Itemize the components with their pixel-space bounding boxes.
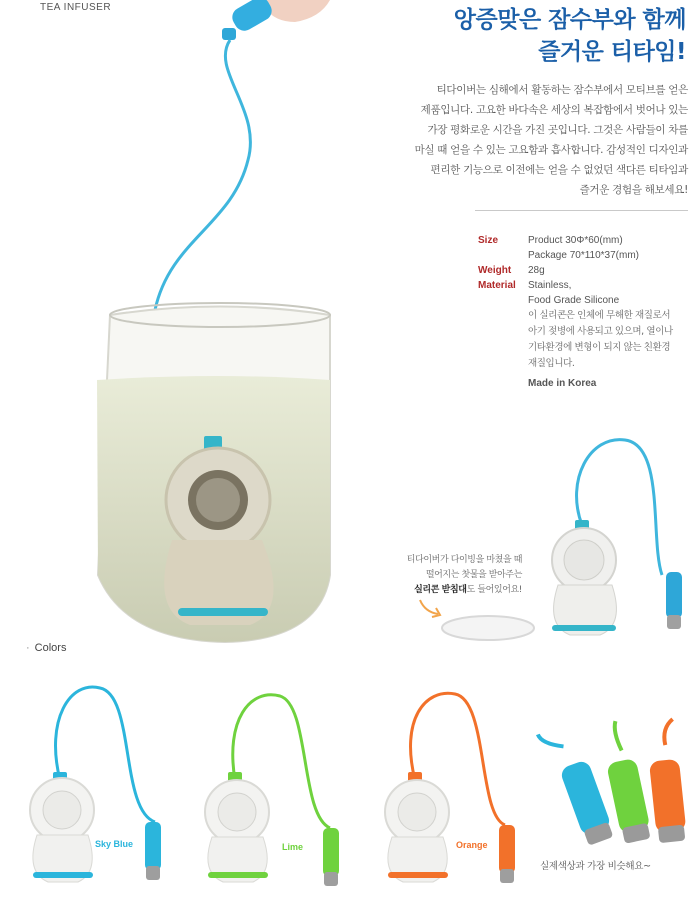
- description-line: 편리한 기능으로 이전에는 얻을 수 없었던 색다른 티타임과: [430, 164, 688, 176]
- colors-heading: · Colors: [26, 642, 66, 654]
- diver-infuser-icon: [164, 436, 273, 625]
- brand-label: TEA INFUSER: [40, 2, 112, 13]
- arrow-icon: [420, 600, 440, 617]
- color-closeup-icon: [538, 719, 687, 850]
- headline-line-1: 앙증맞은 잠수부와 함께: [453, 7, 686, 33]
- spec-value-material-2: Food Grade Silicone: [528, 295, 620, 306]
- diver-handle-icon: [222, 0, 275, 40]
- headline-line-2: 즐거운 티타임!: [538, 39, 686, 65]
- diver-sky-blue-icon: [30, 687, 161, 882]
- tray-description: [352, 553, 522, 598]
- tray-line: [352, 583, 522, 598]
- material-note-line: 아기 젖병에 사용되고 있으며, 열이나: [528, 326, 673, 337]
- diver-lime-icon: [205, 695, 339, 886]
- material-note-line: 기타환경에 변형이 되지 않는 친환경: [528, 342, 671, 353]
- spec-key-weight: Weight: [478, 265, 512, 276]
- color-caption: 실제색상과 가장 비슷해요~: [540, 861, 651, 872]
- tray-line: 떨어지는 찻물을 받아주는: [425, 570, 522, 580]
- description-line: 가장 평화로운 시간을 가진 곳입니다. 그것은 사람들이 차를: [427, 124, 688, 136]
- silicone-tray-icon: [442, 616, 534, 640]
- spec-key-size: Size: [478, 235, 499, 246]
- description-line: 티다이버는 심해에서 활동하는 잠수부에서 모티브를 얻은: [436, 84, 688, 96]
- color-label-orange: Orange: [456, 840, 488, 850]
- tray-line-rest: 도 들어있어요!: [466, 585, 522, 595]
- spec-value-size-package: Package 70*110*37(mm): [528, 250, 639, 261]
- material-note-line: 이 실리콘은 인체에 무해한 재질로서: [528, 310, 671, 321]
- spec-value-material-1: Stainless,: [528, 280, 572, 291]
- material-note-line: 재질입니다.: [528, 358, 575, 369]
- description-line: 마실 때 얻을 수 있는 고요함과 흡사합니다. 감성적인 디자인과: [414, 144, 688, 156]
- made-in-label: Made in Korea: [528, 378, 597, 389]
- tray-diver-icon: [552, 440, 682, 635]
- spec-value-size-product: Product 30Φ*60(mm): [528, 235, 623, 246]
- spec-key-material: Material: [478, 280, 516, 291]
- diver-orange-icon: [385, 693, 515, 883]
- tray-line: 티다이버가 다이빙을 마쳤을 때: [406, 555, 522, 565]
- hand-icon: [265, 0, 330, 22]
- color-label-lime: Lime: [282, 842, 304, 852]
- color-label-sky-blue: Sky Blue: [95, 839, 134, 849]
- description-line: 즐거운 경험을 해보세요!: [579, 184, 688, 196]
- tray-highlight: 실리콘 받침대: [414, 585, 467, 595]
- description-line: 제품입니다. 고요한 바다속은 세상의 복잡함에서 벗어나 있는: [420, 104, 688, 116]
- spec-value-weight: 28g: [528, 265, 545, 276]
